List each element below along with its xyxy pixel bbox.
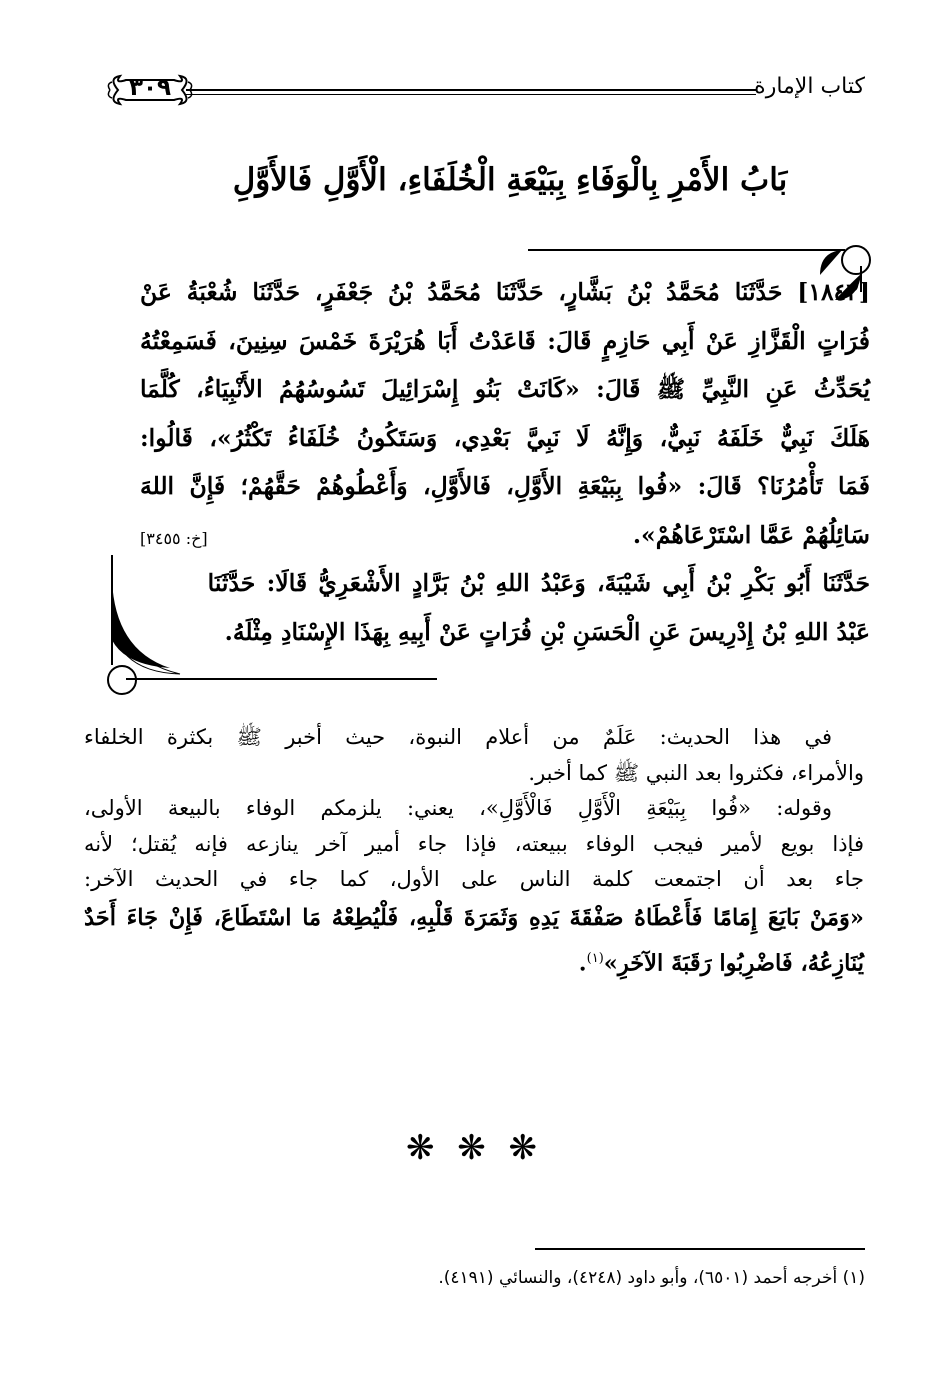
commentary-line: جاء بعد أن اجتمعت كلمة الناس على الأول، كما جاء في الحديث الآخر: (84, 867, 864, 891)
section-divider-stars: ❋ ❋ ❋ (405, 1128, 544, 1168)
commentary-quote-line: «وَمَنْ بَايَعَ إِمَامًا فَأَعْطَاهُ صَفْقَةَ يَدِهِ وَثَمَرَةَ قَلْبِهِ، فَلْيُطِعْهُ مَا اسْتَطَاعَ، فَإِنْ جَاءَ أَحَدٌ (84, 904, 864, 931)
hadith-line: حَدَّثَنَا أَبُو بَكْرِ بْنُ أَبِي شَيْبَةَ، وَعَبْدُ اللهِ بْنُ بَرَّادٍ الأَشْعَرِيُّ قَالَا: حَدَّثَنَا (207, 569, 870, 597)
hadith-text (140, 268, 870, 656)
footnote-rule (535, 1248, 865, 1250)
commentary-quote-line-end (84, 939, 864, 979)
hadith-line: سَائِلُهُمْ عَمَّا اسْتَرْعَاهُمْ». (632, 520, 870, 549)
commentary-period: . (578, 950, 587, 976)
hadith-line: هَلَكَ نَبِيٌّ خَلَفَهُ نَبِيٌّ، وَإِنَّهُ لَا نَبِيَّ بَعْدِي، وَسَتَكُونُ خُلَفَاءُ تَكْثُرُ»، قَالُوا: (140, 423, 870, 452)
hadith-line: فُرَاتٍ الْقَزَّازِ عَنْ أَبِي حَازِمٍ قَالَ: قَاعَدْتُ أَبَا هُرَيْرَةَ خَمْسَ سِنِينَ، فَسَمِعْتُهُ (140, 326, 870, 355)
commentary-line: فإذا بويع لأمير فيجب الوفاء ببيعته، فإذا جاء أمير آخر ينازعه فإنه يُقتل؛ لأنه (84, 831, 864, 856)
commentary-text (84, 720, 864, 979)
chapter-title: بَابُ الأَمْرِ بِالْوَفَاءِ بِبَيْعَةِ الْخُلَفَاءِ، الْأَوَّلِ فَالأَوَّلِ (232, 162, 788, 198)
hadith-reference: [خ: ٣٤٥٥] (140, 528, 208, 548)
hadith-line: [١٨٤٢] حَدَّثَنَا مُحَمَّدُ بْنُ بَشَّارٍ، حَدَّثَنَا مُحَمَّدُ بْنُ جَعْفَرٍ، حَدَّثَنَا شُعْبَةُ عَنْ (140, 278, 870, 306)
hadith-line: عَبْدُ اللهِ بْنُ إِدْرِيسَ عَنِ الْحَسَنِ بْنِ فُرَاتٍ عَنْ أَبِيهِ بِهَذَا الإِسْنَادِ مِثْلَهُ. (224, 617, 870, 646)
commentary-line: وقوله: «فُوا بِبَيْعَةِ الْأَوَّلِ فَالْأَوَّلِ»، يعني: يلزمكم الوفاء بالبيعة الأولى، (84, 796, 832, 820)
hadith-line: فَمَا تَأْمُرُنَا؟ قَالَ: «فُوا بِبَيْعَةِ الأَوَّلِ، فَالأَوَّلِ، وَأَعْطُوهُمْ حَقَّهُمْ؛ فَإِنَّ اللهَ (140, 472, 870, 500)
commentary-quote-end: يُنَازِعُهُ، فَاضْرِبُوا رَقَبَةَ الآخَرِ» (603, 950, 864, 976)
commentary-line: والأمراء، فكثروا بعد النبي ﷺ كما أخبر. (528, 760, 864, 785)
commentary-line: في هذا الحديث: عَلَمٌ من أعلام النبوة، حيث أخبر ﷺ بكثرة الخلفاء (84, 725, 832, 749)
footnote: (١) أخرجه أحمد (٦٥٠١)، وأبو داود (٤٢٤٨)، والنسائي (٤١٩١). (438, 1268, 865, 1288)
footnote-marker: (١) (586, 950, 604, 966)
hadith-line-with-ref (140, 511, 870, 560)
running-title: كتاب الإمارة (754, 74, 865, 99)
hadith-line: يُحَدِّثُ عَنِ النَّبِيِّ ﷺ قَالَ: «كَانَتْ بَنُو إِسْرَائِيلَ تَسُوسُهُمُ الأَنْبِيَاءُ، كُلَّمَا (140, 375, 870, 403)
page-number: ٣٠٩ (128, 75, 172, 101)
